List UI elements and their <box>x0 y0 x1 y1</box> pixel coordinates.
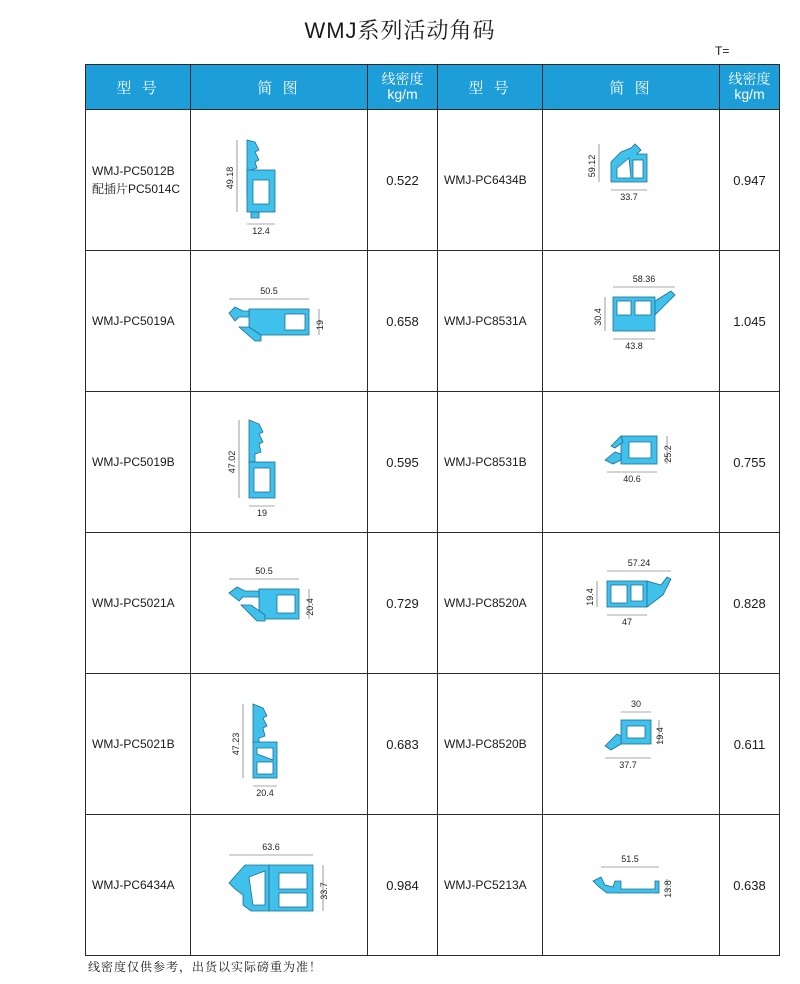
dimension-label: 57.24 <box>627 558 651 568</box>
header-figure: 简 图 <box>543 65 720 110</box>
dimension-label: 25.2 <box>663 445 673 463</box>
dimension-label: 19.4 <box>655 727 665 745</box>
model-number: WMJ-PC6434A <box>92 878 175 892</box>
profile-drawing <box>199 261 359 381</box>
dimension-label: 37.7 <box>619 760 637 770</box>
profile-drawing <box>551 261 711 381</box>
table-row <box>86 110 780 251</box>
model-number: WMJ-PC6434B <box>444 173 527 187</box>
profile-drawing <box>551 825 711 945</box>
table-row <box>86 251 780 392</box>
dimension-label: 47 <box>621 617 633 627</box>
profile-drawing <box>551 402 711 522</box>
model-cell <box>438 674 543 815</box>
table-row <box>86 533 780 674</box>
density-value: 0.683 <box>368 674 438 815</box>
model-number: WMJ-PC8531A <box>444 314 527 328</box>
header-model: 型 号 <box>86 65 191 110</box>
dimension-label: 12.4 <box>252 226 270 236</box>
dimension-label: 30 <box>630 699 642 709</box>
figure-cell <box>191 251 368 392</box>
model-cell <box>438 110 543 251</box>
dimension-label: 40.6 <box>623 474 641 484</box>
dimension-label: 20.4 <box>256 788 274 798</box>
density-value: 0.755 <box>720 392 780 533</box>
model-number: WMJ-PC5019B <box>92 455 175 469</box>
dimension-label: 19 <box>315 319 325 331</box>
dimension-label: 59.12 <box>587 154 597 178</box>
model-number: WMJ-PC8531B <box>444 455 527 469</box>
dimension-label: 47.02 <box>227 450 237 474</box>
header-density-unit: kg/m <box>387 86 418 102</box>
model-number: WMJ-PC5213A <box>444 878 527 892</box>
model-cell <box>438 815 543 956</box>
density-value: 0.611 <box>720 674 780 815</box>
profile-drawing <box>551 543 711 663</box>
model-cell <box>86 815 191 956</box>
density-value: 0.638 <box>720 815 780 956</box>
figure-cell <box>543 533 720 674</box>
density-value: 0.828 <box>720 533 780 674</box>
density-value: 0.522 <box>368 110 438 251</box>
model-cell <box>86 251 191 392</box>
model-number: WMJ-PC8520B <box>444 737 527 751</box>
figure-cell <box>191 110 368 251</box>
dimension-label: 19 <box>256 508 268 518</box>
profile-drawing <box>199 543 359 663</box>
dimension-label: 47.23 <box>231 732 241 756</box>
figure-cell <box>191 674 368 815</box>
density-value: 0.658 <box>368 251 438 392</box>
density-value: 0.595 <box>368 392 438 533</box>
profile-drawing <box>199 120 359 240</box>
model-cell <box>86 674 191 815</box>
table-header-row <box>86 65 780 110</box>
model-cell <box>86 392 191 533</box>
figure-cell <box>191 815 368 956</box>
page-title: WMJ系列活动角码 <box>304 18 496 43</box>
density-value: 1.045 <box>720 251 780 392</box>
t-mark: T= <box>715 44 730 58</box>
table-row <box>86 392 780 533</box>
dimension-label: 50.5 <box>260 286 278 296</box>
model-cell <box>86 110 191 251</box>
dimension-label: 50.5 <box>255 566 273 576</box>
model-cell <box>438 251 543 392</box>
profile-drawing <box>199 402 359 522</box>
dimension-label: 33.7 <box>319 882 329 900</box>
figure-cell <box>543 251 720 392</box>
model-number: WMJ-PC5021B <box>92 737 175 751</box>
profile-drawing <box>199 825 359 945</box>
dimension-label: 51.5 <box>621 854 639 864</box>
density-value: 0.947 <box>720 110 780 251</box>
density-value: 0.984 <box>368 815 438 956</box>
dimension-label: 33.7 <box>620 192 638 202</box>
model-number: WMJ-PC8520A <box>444 596 527 610</box>
figure-cell <box>543 674 720 815</box>
profile-drawing <box>199 684 359 804</box>
profile-drawing <box>551 684 711 804</box>
figure-cell <box>191 533 368 674</box>
profile-drawing <box>551 120 711 240</box>
header-model: 型 号 <box>438 65 543 110</box>
figure-cell <box>543 815 720 956</box>
header-density <box>368 65 438 110</box>
model-cell <box>438 392 543 533</box>
dimension-label: 63.6 <box>262 842 280 852</box>
model-cell <box>86 533 191 674</box>
dimension-label: 20.4 <box>305 598 315 616</box>
table-row <box>86 815 780 956</box>
dimension-label: 58.36 <box>632 274 656 284</box>
footnote: 线密度仅供参考，出货以实际磅重为准！ <box>88 960 323 974</box>
figure-cell <box>543 392 720 533</box>
figure-cell <box>543 110 720 251</box>
header-density-label: 线密度 <box>381 71 424 87</box>
dimension-label: 49.18 <box>225 166 235 190</box>
model-number: WMJ-PC5012B <box>92 164 175 178</box>
model-number: WMJ-PC5021A <box>92 596 175 610</box>
header-density-label: 线密度 <box>728 71 771 87</box>
dimension-label: 43.8 <box>625 341 643 351</box>
figure-cell <box>191 392 368 533</box>
table-row <box>86 674 780 815</box>
header-density <box>720 65 780 110</box>
dimension-label: 30.4 <box>593 308 603 326</box>
model-insert: 配插片PC5014C <box>92 182 181 196</box>
header-density-unit: kg/m <box>734 86 765 102</box>
dimension-label: 13.8 <box>663 880 673 898</box>
model-number: WMJ-PC5019A <box>92 314 175 328</box>
model-cell <box>438 533 543 674</box>
spec-table <box>85 64 780 956</box>
dimension-label: 19.4 <box>585 588 595 606</box>
header-figure: 简 图 <box>191 65 368 110</box>
density-value: 0.729 <box>368 533 438 674</box>
